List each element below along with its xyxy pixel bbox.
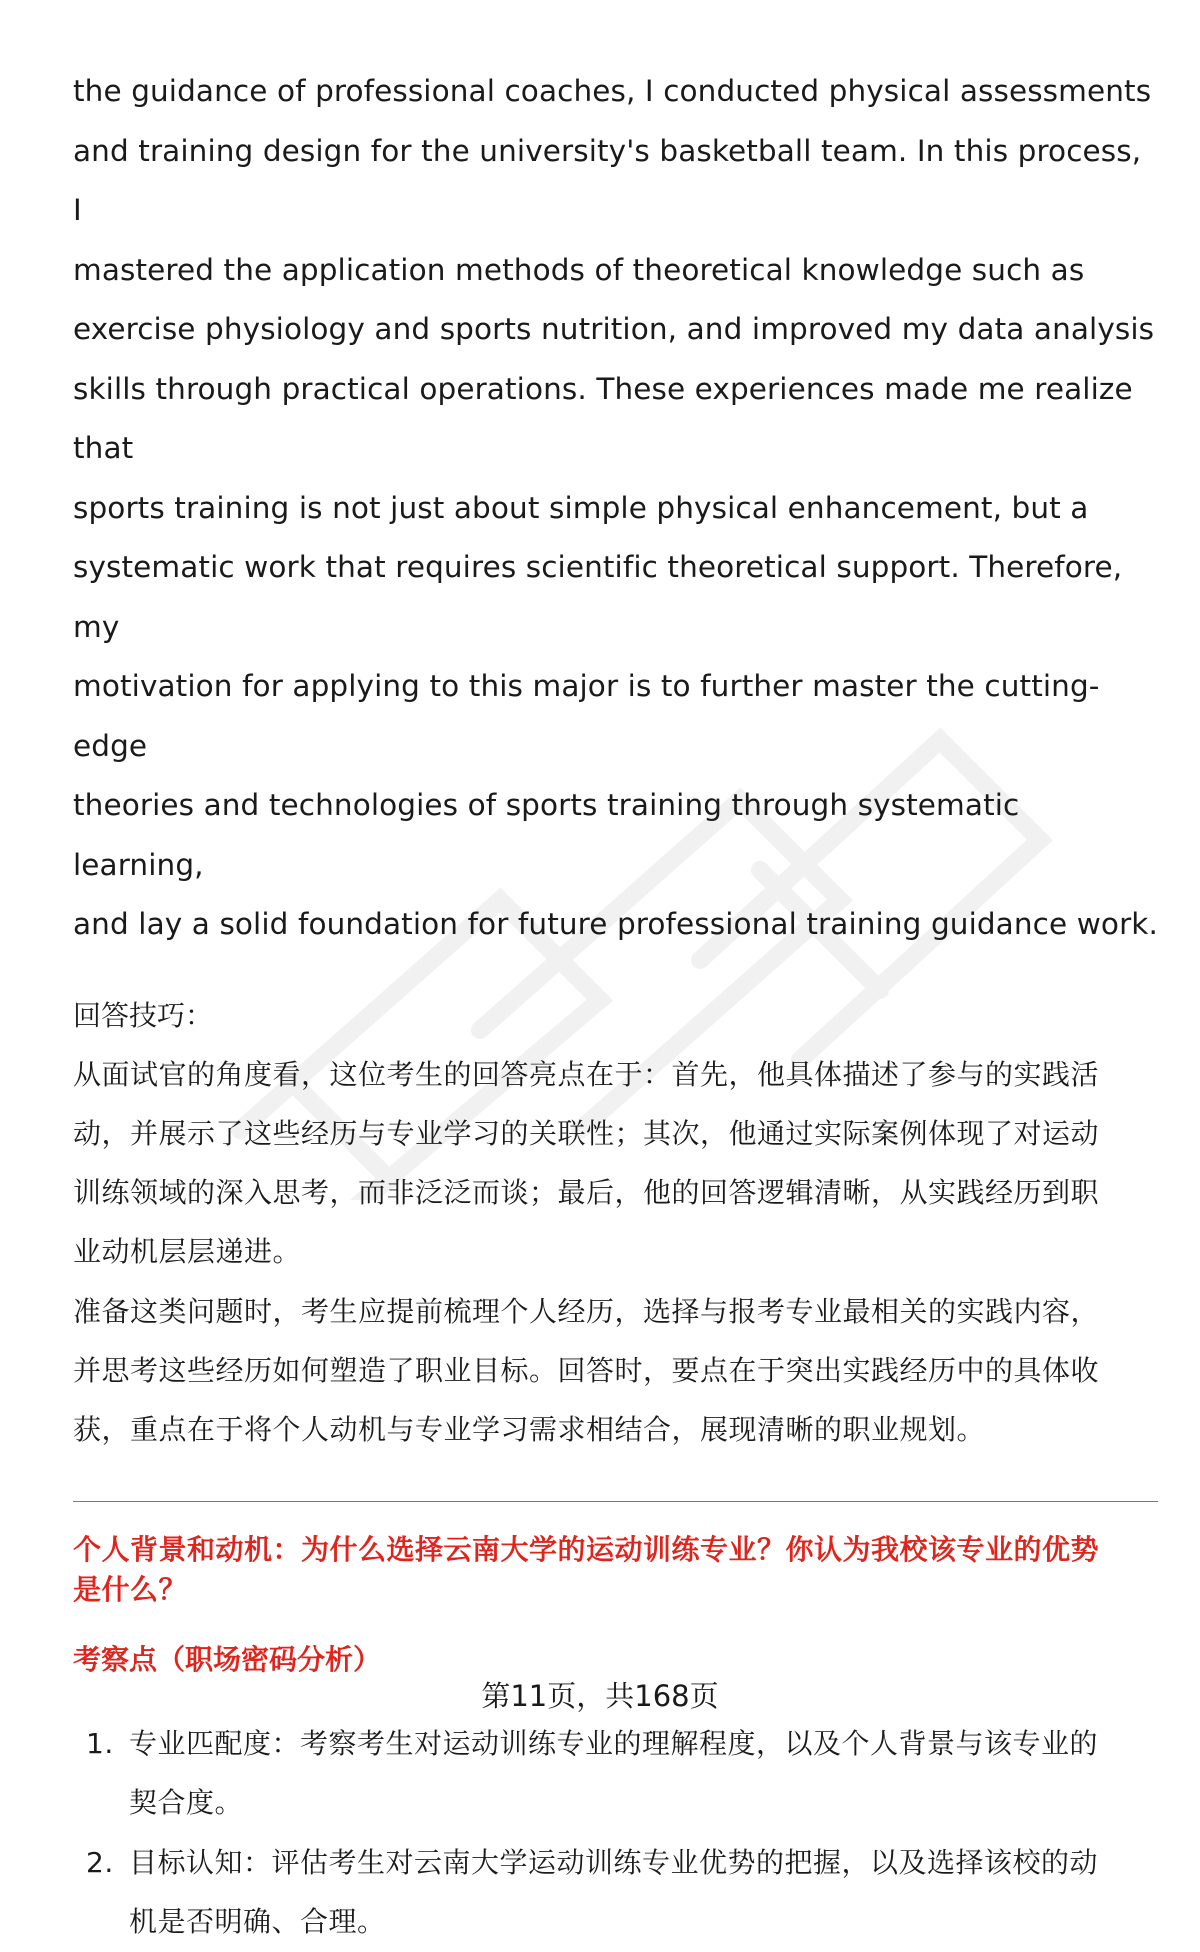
question-heading [73, 1530, 1158, 1610]
list-number: 1. [86, 1726, 114, 1760]
text-line: 并思考这些经历如何塑造了职业目标。回答时，要点在于突出实践经历中的具体收 [73, 1353, 1100, 1387]
section-divider [73, 1501, 1158, 1502]
text-line: 准备这类问题时，考生应提前梳理个人经历，选择与报考专业最相关的实践内容， [73, 1294, 1100, 1328]
assessment-list [73, 1714, 1158, 1952]
text-line: theories and technologies of sports training through systematic learning, [73, 788, 1020, 882]
text-line: systematic work that requires scientific theoretical support. Therefore, my [73, 550, 1123, 644]
question-line: 个人背景和动机：为什么选择云南大学的运动训练专业？你认为我校该专业的优势 [73, 1532, 1100, 1566]
english-answer-paragraph [73, 62, 1158, 955]
text-line: motivation for applying to this major is to further master the cutting-edge [73, 669, 1100, 763]
list-item [73, 1714, 1158, 1833]
question-line: 是什么？ [73, 1572, 188, 1606]
page-content [73, 62, 1158, 1952]
text-line: the guidance of professional coaches, I conducted physical assessments [73, 74, 1152, 108]
text-line: skills through practical operations. These experiences made me realize that [73, 371, 1133, 465]
text-line: and training design for the university's basketball team. In this process, I [73, 133, 1142, 227]
list-text [129, 1833, 1158, 1952]
text-line: 训练领域的深入思考，而非泛泛而谈；最后，他的回答逻辑清晰，从实践经历到职 [73, 1176, 1100, 1210]
assessment-heading: 考察点（职场密码分析） [73, 1642, 382, 1676]
text-line: 业动机层层递进。 [73, 1235, 302, 1269]
page-number-footer: 第11页，共168页 [481, 1679, 719, 1713]
text-line: mastered the application methods of theoretical knowledge such as [73, 252, 1085, 287]
text-line: 专业匹配度：考察考生对运动训练专业的理解程度，以及个人背景与该专业的 [129, 1726, 1099, 1760]
tips-paragraph-2 [73, 1282, 1158, 1460]
text-line: and lay a solid foundation for future professional training guidance work. [73, 907, 1158, 941]
list-text [129, 1714, 1158, 1833]
text-line: 契合度。 [129, 1786, 244, 1820]
tips-paragraph-1 [73, 1045, 1158, 1282]
text-line: sports training is not just about simple physical enhancement, but a [73, 490, 1089, 525]
text-line: 机是否明确、合理。 [129, 1905, 386, 1939]
list-item [73, 1833, 1158, 1952]
tips-heading: 回答技巧： [73, 998, 214, 1032]
text-line: 动，并展示了这些经历与专业学习的关联性；其次，他通过实际案例体现了对运动 [73, 1116, 1100, 1150]
text-line: 目标认知：评估考生对云南大学运动训练专业优势的把握，以及选择该校的动 [129, 1845, 1099, 1879]
text-line: exercise physiology and sports nutrition, and improved my data analysis [73, 312, 1155, 346]
text-line: 获，重点在于将个人动机与专业学习需求相结合，展现清晰的职业规划。 [73, 1413, 986, 1447]
text-line: 从面试官的角度看，这位考生的回答亮点在于：首先，他具体描述了参与的实践活 [73, 1057, 1100, 1091]
list-number: 2. [86, 1845, 114, 1879]
